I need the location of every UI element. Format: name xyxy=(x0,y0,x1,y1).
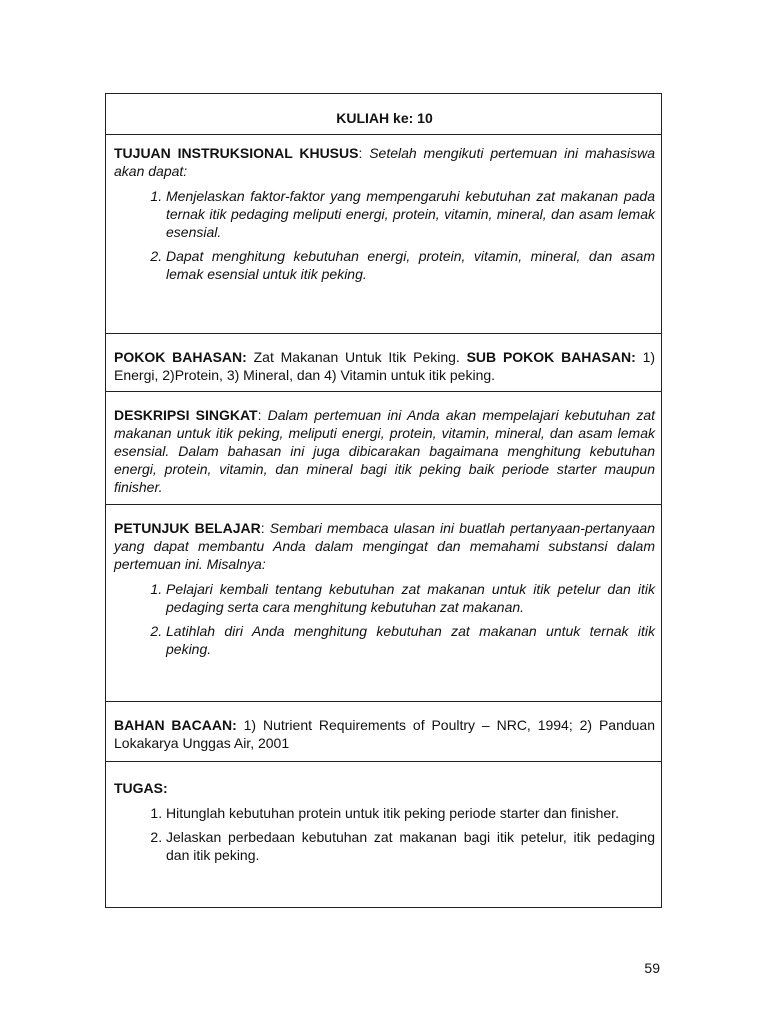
page-number: 59 xyxy=(644,960,660,976)
deskripsi-cell xyxy=(106,392,661,505)
tugas-item-2: 2. Jelaskan perbedaan kebutuhan zat makanan bagi itik petelur, itik pedaging dan itik peking. xyxy=(166,828,655,864)
tugas-item-1: 1. Hitunglah kebutuhan protein untuk itik peking periode starter dan finisher. xyxy=(166,804,655,822)
petunjuk-text: Sembari membaca ulasan ini buatlah pertanyaan-pertanyaan yang dapat membantu Anda dalam mengingat dan memahami substansi dalam pertemuan ini. Misalnya: xyxy=(114,520,655,572)
tujuan-list xyxy=(114,187,655,283)
petunjuk-label: PETUNJUK BELAJAR xyxy=(114,520,261,536)
bahan-label: BAHAN BACAAN: xyxy=(114,717,237,733)
pokok-label: POKOK BAHASAN: xyxy=(114,349,247,365)
tugas-label: TUGAS: xyxy=(114,780,168,796)
deskripsi-text: Dalam pertemuan ini Anda akan mempelajari kebutuhan zat makanan untuk itik peking, meliputi energi, protein, vitamin, mineral, dan asam lemak esensial. Dalam bahasan ini juga dibicarakan bagaimana menghitung kebutuhan energi, protein, vitamin, dan mineral bagi itik peking baik periode starter maupun finisher. xyxy=(114,407,655,495)
petunjuk-item-2: 2. Latihlah diri Anda menghitung kebutuhan zat makanan untuk ternak itik peking. xyxy=(166,622,655,658)
lecture-title: KULIAH ke: 10 xyxy=(336,110,433,126)
bahan-text: 1) Nutrient Requirements of Poultry – NRC, 1994; 2) Panduan Lokakarya Unggas Air, 2001 xyxy=(114,717,656,751)
tugas-cell xyxy=(106,762,661,907)
petunjuk-list xyxy=(114,580,655,658)
deskripsi-separator: : xyxy=(257,407,262,423)
lecture-table xyxy=(105,93,662,908)
tujuan-item-2: 2. Dapat menghitung kebutuhan energi, protein, vitamin, mineral, dan asam lemak esensial untuk itik peking. xyxy=(166,247,655,283)
pokok-text: Zat Makanan Untuk Itik Peking. xyxy=(246,349,467,365)
petunjuk-separator: : xyxy=(260,520,265,536)
tujuan-item-1: 1. Menjelaskan faktor-faktor yang mempengaruhi kebutuhan zat makanan pada ternak itik pedaging meliputi energi, protein, vitamin, mineral, dan asam lemak esensial. xyxy=(166,187,655,241)
sub-pokok-label: SUB POKOK BAHASAN: xyxy=(466,349,636,365)
sub-pokok-text: 1) Energi, 2)Protein, 3) Mineral, dan 4) Vitamin untuk itik peking. xyxy=(114,349,656,383)
pokok-cell xyxy=(106,334,661,392)
tugas-list xyxy=(114,804,655,864)
tujuan-text: Setelah mengikuti pertemuan ini mahasiswa akan dapat: xyxy=(114,145,655,179)
tujuan-intro xyxy=(114,144,655,180)
deskripsi-label: DESKRIPSI SINGKAT xyxy=(114,407,258,423)
lecture-title-cell xyxy=(106,94,661,135)
petunjuk-intro xyxy=(114,519,655,573)
tujuan-separator: : xyxy=(358,145,363,161)
tujuan-label: TUJUAN INSTRUKSIONAL KHUSUS xyxy=(114,145,359,161)
tujuan-cell xyxy=(106,135,661,334)
petunjuk-item-1: 1. Pelajari kembali tentang kebutuhan zat makanan untuk itik petelur dan itik pedaging serta cara menghitung kebutuhan zat makanan. xyxy=(166,580,655,616)
petunjuk-cell xyxy=(106,505,661,702)
bahan-cell xyxy=(106,702,661,762)
